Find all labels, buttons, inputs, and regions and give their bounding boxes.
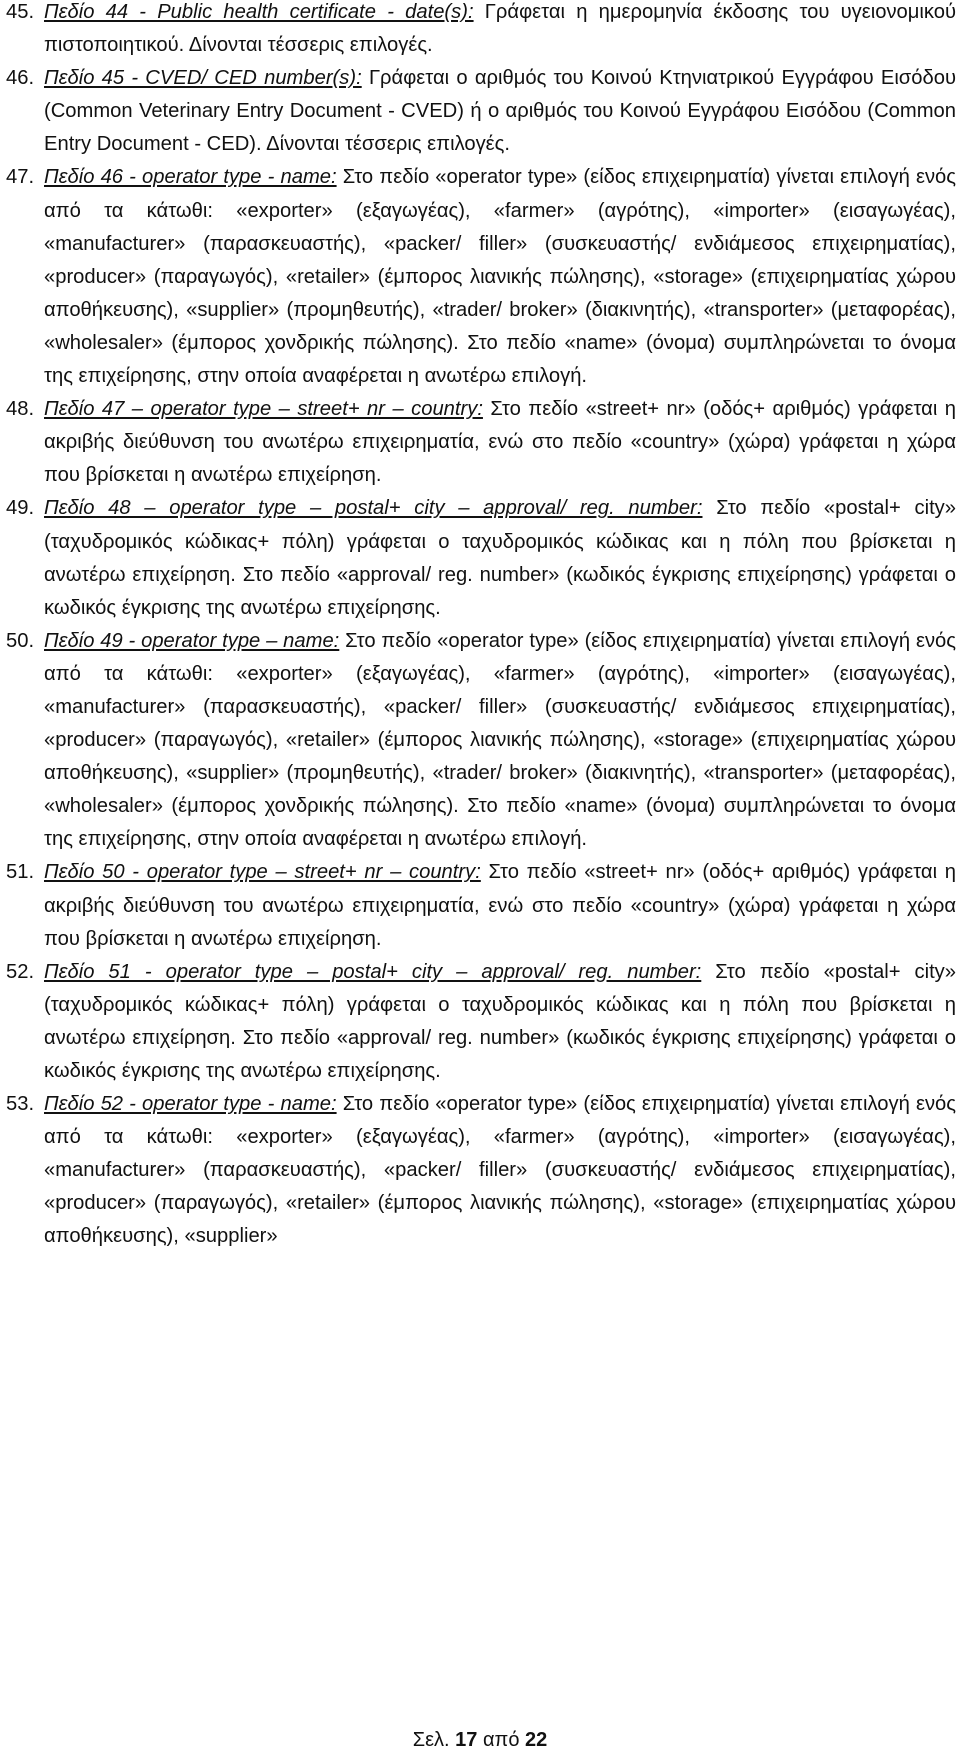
field-heading: Πεδίο 51 - operator type – postal+ city – approval/ reg. number: <box>44 960 702 983</box>
item-number: 47. <box>6 166 35 189</box>
field-heading: Πεδίο 46 - operator type - name: <box>44 166 337 189</box>
list-item <box>6 393 956 492</box>
page-label: Σελ. <box>412 1729 450 1751</box>
item-text: Γράφεται η ημερομηνία έκδοσης του υγειονομικού πιστοποιητικού. Δίνονται τέσσερις επιλογές. <box>44 1 957 57</box>
item-text: Στο πεδίο «operator type» (είδος επιχειρηματία) γίνεται επιλογή ενός από τα κάτωθι: «exporter» (εξαγωγέας), «farmer» (αγρότης), «importer» (εισαγωγέας), «manufacturer» (παρασκευαστής), «packer/ filler» (συσκευαστής/ ενδιάμεσος επιχειρηματίας), «producer» (παραγωγός), «retailer» (έμπορος λιανικής πώλησης), «storage» (επιχειρηματίας χώρου αποθήκευσης), «supplier» (προμηθευτής), «trader/ broker» (διακινητής), «transporter» (μεταφορέας), «wholesaler» (έμπορος χονδρικής πώλησης). Στο πεδίο «name» (όνομα) συμπληρώνεται το όνομα της επιχείρησης, στην οποία αναφέρεται η ανωτέρω επιλογή. <box>44 166 956 388</box>
item-number: 49. <box>6 497 35 520</box>
field-heading: Πεδίο 50 - operator type – street+ nr – country: <box>44 861 481 884</box>
list-item <box>6 856 956 955</box>
list-item <box>6 0 956 62</box>
field-heading: Πεδίο 45 - CVED/ CED number(s): <box>44 67 362 90</box>
page-of-label: από <box>482 1729 520 1751</box>
list-item <box>6 1088 956 1253</box>
numbered-list <box>6 0 956 1254</box>
field-heading: Πεδίο 44 - Public health certificate - date(s): <box>44 1 474 23</box>
list-item <box>6 492 956 624</box>
item-text: Γράφεται ο αριθμός του Κοινού Κτηνιατρικού Εγγράφου Εισόδου (Common Veterinary Entry Document - CVED) ή ο αριθμός του Κοινού Εγγράφου Εισόδου (Common Entry Document - CED). Δίνονται τέσσερις επιλογές. <box>44 67 956 156</box>
item-number: 46. <box>6 67 35 90</box>
page-footer <box>0 1727 960 1753</box>
current-page-number: 17 <box>455 1729 478 1751</box>
item-number: 50. <box>6 629 35 652</box>
item-number: 51. <box>6 861 35 884</box>
field-heading: Πεδίο 49 - operator type – name: <box>44 629 340 652</box>
field-heading: Πεδίο 52 - operator type - name: <box>44 1093 337 1116</box>
item-number: 45. <box>6 1 35 23</box>
item-number: 52. <box>6 960 35 983</box>
field-heading: Πεδίο 47 – operator type – street+ nr – country: <box>44 398 483 421</box>
item-text: Στο πεδίο «street+ nr» (οδός+ αριθμός) γράφεται η ακριβής διεύθυνση του ανωτέρω επιχειρηματία, ενώ στο πεδίο «country» (χώρα) γράφεται η χώρα που βρίσκεται η ανωτέρω επιχείρηση. <box>44 398 956 487</box>
list-item <box>6 161 956 393</box>
item-number: 53. <box>6 1093 35 1116</box>
item-number: 48. <box>6 398 35 421</box>
list-item <box>6 62 956 161</box>
total-pages-number: 22 <box>525 1729 548 1751</box>
item-text: Στο πεδίο «street+ nr» (οδός+ αριθμός) γράφεται η ακριβής διεύθυνση του ανωτέρω επιχειρηματία, ενώ στο πεδίο «country» (χώρα) γράφεται η χώρα που βρίσκεται η ανωτέρω επιχείρηση. <box>44 861 956 950</box>
field-heading: Πεδίο 48 – operator type – postal+ city – approval/ reg. number: <box>44 497 703 520</box>
item-text: Στο πεδίο «operator type» (είδος επιχειρηματία) γίνεται επιλογή ενός από τα κάτωθι: «exporter» (εξαγωγέας), «farmer» (αγρότης), «importer» (εισαγωγέας), «manufacturer» (παρασκευαστής), «packer/ filler» (συσκευαστής/ ενδιάμεσος επιχειρηματίας), «producer» (παραγωγός), «retailer» (έμπορος λιανικής πώλησης), «storage» (επιχειρηματίας χώρου αποθήκευσης), «supplier» (προμηθευτής), «trader/ broker» (διακινητής), «transporter» (μεταφορέας), «wholesaler» (έμπορος χονδρικής πώλησης). Στο πεδίο «name» (όνομα) συμπληρώνεται το όνομα της επιχείρησης, στην οποία αναφέρεται η ανωτέρω επιλογή. <box>44 629 956 851</box>
list-item <box>6 625 956 857</box>
list-item <box>6 956 956 1088</box>
item-text: Στο πεδίο «postal+ city» (ταχυδρομικός κώδικας+ πόλη) γράφεται ο ταχυδρομικός κώδικας και η πόλη που βρίσκεται η ανωτέρω επιχείρηση. Στο πεδίο «approval/ reg. number» (κωδικός έγκρισης επιχείρησης) γράφεται ο κωδικός έγκρισης της ανωτέρω επιχείρησης. <box>44 497 956 619</box>
item-text: Στο πεδίο «operator type» (είδος επιχειρηματία) γίνεται επιλογή ενός από τα κάτωθι: «exporter» (εξαγωγέας), «farmer» (αγρότης), «importer» (εισαγωγέας), «manufacturer» (παρασκευαστής), «packer/ filler» (συσκευαστής/ ενδιάμεσος επιχειρηματίας), «producer» (παραγωγός), «retailer» (έμπορος λιανικής πώλησης), «storage» (επιχειρηματίας χώρου αποθήκευσης), «supplier» <box>44 1093 956 1248</box>
item-text: Στο πεδίο «postal+ city» (ταχυδρομικός κώδικας+ πόλη) γράφεται ο ταχυδρομικός κώδικας και η πόλη που βρίσκεται η ανωτέρω επιχείρηση. Στο πεδίο «approval/ reg. number» (κωδικός έγκρισης επιχείρησης) γράφεται ο κωδικός έγκρισης της ανωτέρω επιχείρησης. <box>44 960 957 1082</box>
